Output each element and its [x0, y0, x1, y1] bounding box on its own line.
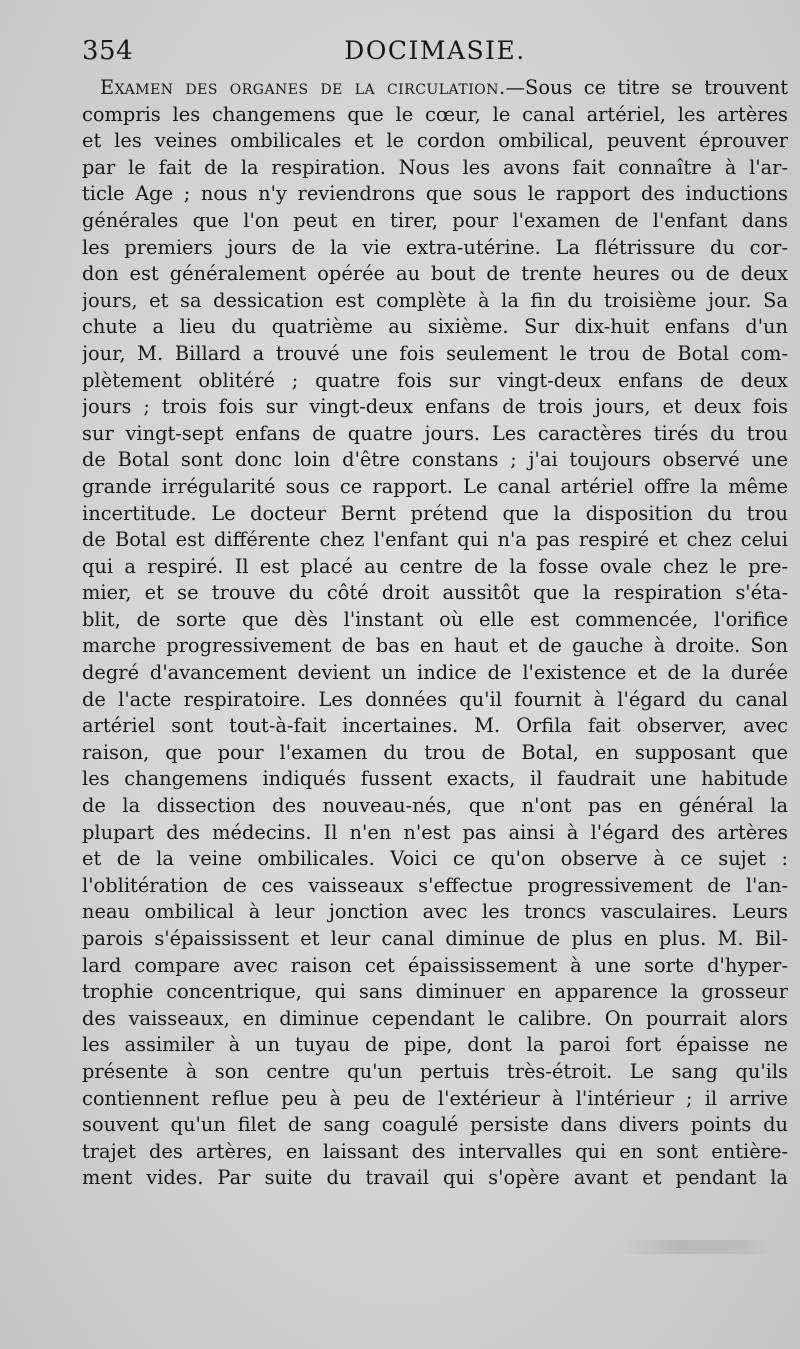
text-line: raison, que pour l'examen du trou de Botal, en supposant que	[82, 740, 788, 764]
text-line: sur vingt-sept enfans de quatre jours. Les caractères tirés du trou	[82, 421, 788, 445]
text-line: neau ombilical à leur jonction avec les troncs vasculaires. Leurs	[82, 900, 788, 924]
text-line: jours ; trois fois sur vingt-deux enfans de trois jours, et deux fois	[82, 395, 788, 419]
text-line: jours, et sa dessication est complète à la fin du troisième jour. Sa	[82, 288, 788, 312]
text-line: l'oblitération de ces vaisseaux s'effectue progressivement de l'an-	[82, 873, 788, 897]
body-text	[82, 75, 788, 1192]
text-line: contiennent reflue peu à peu de l'extérieur à l'intérieur ; il arrive	[82, 1086, 788, 1110]
text-line: plètement oblitéré ; quatre fois sur vingt-deux enfans de deux	[82, 368, 788, 392]
section-heading-continuation: —Sous ce titre se trouvent	[505, 76, 788, 99]
text-line: plupart des médecins. Il n'en n'est pas ainsi à l'égard des artères	[82, 820, 788, 844]
text-line: et les veines ombilicales et le cordon ombilical, peuvent éprouver	[82, 129, 788, 153]
page-header	[82, 36, 788, 76]
text-line: chute a lieu du quatrième au sixième. Sur dix-huit enfans d'un	[82, 315, 788, 339]
text-line: et de la veine ombilicales. Voici ce qu'on observe à ce sujet :	[82, 847, 788, 871]
text-line: compris les changemens que le cœur, le canal artériel, les artères	[82, 102, 788, 126]
text-line: des vaisseaux, en diminue cependant le calibre. On pourrait alors	[82, 1006, 788, 1030]
text-line: incertitude. Le docteur Bernt prétend que la disposition du trou	[82, 501, 788, 525]
text-line: trajet des artères, en laissant des intervalles qui en sont entière-	[82, 1139, 788, 1163]
text-line: lard compare avec raison cet épaississement à une sorte d'hyper-	[82, 953, 788, 977]
text-line: trophie concentrique, qui sans diminuer en apparence la grosseur	[82, 980, 788, 1004]
text-line: générales que l'on peut en tirer, pour l'examen de l'enfant dans	[82, 208, 788, 232]
text-line: artériel sont tout-à-fait incertaines. M. Orfila fait observer, avec	[82, 714, 788, 738]
text-line	[82, 75, 788, 102]
text-line: par le fait de la respiration. Nous les avons fait connaître à l'ar-	[82, 155, 788, 179]
text-line: présente à son centre qu'un pertuis très-étroit. Le sang qu'ils	[82, 1059, 788, 1083]
bleed-through-mark	[620, 1240, 770, 1254]
text-line: de Botal est différente chez l'enfant qui n'a pas respiré et chez celui	[82, 528, 788, 552]
text-line: jour, M. Billard a trouvé une fois seulement le trou de Botal com-	[82, 341, 788, 365]
text-line: grande irrégularité sous ce rapport. Le canal artériel offre la même	[82, 474, 788, 498]
running-title: DOCIMASIE.	[344, 36, 526, 65]
text-line: ticle Age ; nous n'y reviendrons que sous le rapport des inductions	[82, 182, 788, 206]
text-line: parois s'épaississent et leur canal diminue de plus en plus. M. Bil-	[82, 927, 788, 950]
text-line: les premiers jours de la vie extra-utérine. La flétrissure du cor-	[82, 235, 788, 259]
section-heading: Examen des organes de la circulation.	[100, 76, 506, 99]
text-line: de l'acte respiratoire. Les données qu'il fournit à l'égard du canal	[82, 687, 788, 711]
text-line: souvent qu'un filet de sang coagulé persiste dans divers points du	[82, 1113, 788, 1137]
text-line: qui a respiré. Il est placé au centre de la fosse ovale chez le pre-	[82, 554, 788, 578]
text-line: mier, et se trouve du côté droit aussitôt que la respiration s'éta-	[82, 581, 788, 605]
text-line: de Botal sont donc loin d'être constans ; j'ai toujours observé une	[82, 448, 788, 472]
paragraph-lines	[82, 102, 788, 1192]
text-line: ment vides. Par suite du travail qui s'opère avant et pendant la	[82, 1166, 788, 1190]
text-line: blit, de sorte que dès l'instant où elle est commencée, l'orifice	[82, 607, 788, 631]
page-number: 354	[82, 36, 134, 66]
text-line: de la dissection des nouveau-nés, que n'ont pas en général la	[82, 794, 788, 818]
text-line: les assimiler à un tuyau de pipe, dont la paroi fort épaisse ne	[82, 1033, 788, 1057]
text-line: marche progressivement de bas en haut et de gauche à droite. Son	[82, 634, 788, 658]
text-line: don est généralement opérée au bout de trente heures ou de deux	[82, 262, 788, 286]
text-line: les changemens indiqués fussent exacts, il faudrait une habitude	[82, 767, 788, 791]
text-line: degré d'avancement devient un indice de l'existence et de la durée	[82, 661, 788, 685]
